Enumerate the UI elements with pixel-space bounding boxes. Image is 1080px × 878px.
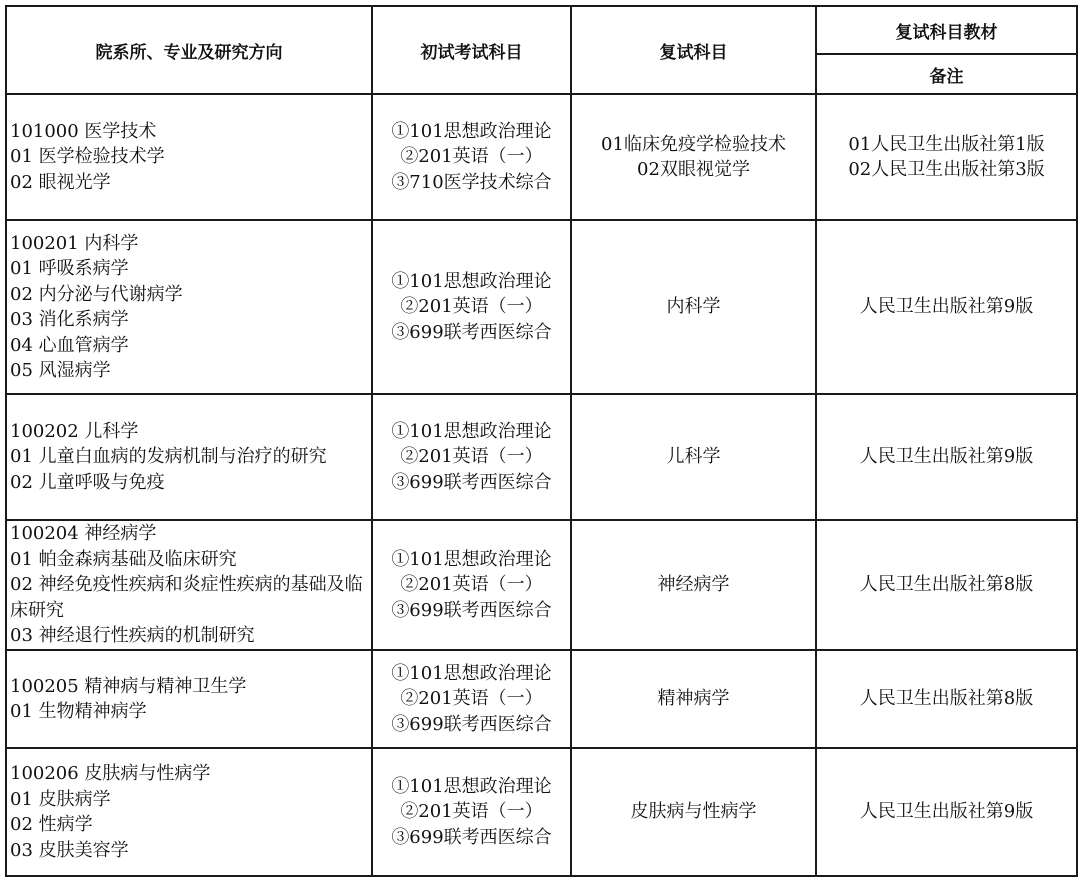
table-row (6, 394, 1077, 520)
major-cell (6, 520, 372, 650)
table-row (6, 520, 1077, 650)
major-line: 03 神经退行性疾病的机制研究 (10, 625, 255, 647)
exam-subject-line: ③699联考西医综合 (391, 713, 552, 735)
table-header (6, 6, 1077, 94)
major-line: 05 风湿病学 (10, 360, 111, 381)
major-line: 01 生物精神病学 (10, 701, 147, 722)
retest-subject-cell (571, 748, 816, 876)
major-line: 04 心血管病学 (10, 334, 129, 356)
retest-subject-line: 内科学 (666, 296, 721, 318)
exam-subjects-cell (372, 394, 571, 520)
textbook-cell (816, 650, 1077, 748)
major-line: 02 眼视光学 (10, 171, 111, 193)
textbook-cell (816, 220, 1077, 394)
retest-subject-line: 皮肤病与性病学 (630, 801, 757, 823)
major-cell (6, 650, 372, 748)
textbook-cell (816, 394, 1077, 520)
textbook-line: 人民卫生出版社第9版 (859, 296, 1034, 318)
table-row (6, 220, 1077, 394)
major-line: 100204 神经病学 (10, 523, 157, 545)
exam-subject-line: ②201英语（一） (400, 801, 543, 823)
exam-subject-line: ①101思想政治理论 (391, 270, 552, 292)
exam-subject-line: ①101思想政治理论 (391, 420, 552, 442)
major-line: 100205 精神病与精神卫生学 (10, 675, 247, 697)
retest-subject-line: 儿科学 (666, 446, 721, 468)
exam-subject-line: ②201英语（一） (400, 574, 543, 596)
exam-subject-line: ①101思想政治理论 (391, 120, 552, 142)
exam-subject-line: ③699联考西医综合 (391, 599, 552, 621)
major-cell (6, 94, 372, 220)
exam-subjects-cell (372, 748, 571, 876)
retest-subject-cell (571, 220, 816, 394)
textbook-line: 02人民卫生出版社第3版 (848, 159, 1045, 180)
exam-subject-line: ②201英语（一） (400, 146, 543, 168)
table-row (6, 748, 1077, 876)
retest-subject-line: 精神病学 (657, 688, 730, 710)
textbook-cell (816, 94, 1077, 220)
exam-subject-line: ②201英语（一） (400, 296, 543, 318)
exam-subject-line: ③699联考西医综合 (391, 471, 552, 493)
exam-subject-line: ③699联考西医综合 (391, 826, 552, 848)
header-retest-textbook: 复试科目教材 (816, 6, 1077, 54)
major-line: 03 消化系病学 (10, 309, 129, 330)
retest-subject-cell (571, 394, 816, 520)
table-body (6, 94, 1077, 876)
retest-subject-line: 02双眼视觉学 (637, 159, 750, 180)
major-line: 02 神经免疫性疾病和炎症性疾病的基础及临床研究 (10, 574, 363, 621)
major-cell (6, 748, 372, 876)
textbook-line: 人民卫生出版社第8版 (859, 574, 1034, 596)
admissions-table (5, 5, 1078, 877)
major-line: 101000 医学技术 (10, 120, 157, 142)
major-cell (6, 220, 372, 394)
exam-subject-line: ③699联考西医综合 (391, 321, 552, 343)
table-row (6, 650, 1077, 748)
exam-subjects-cell (372, 650, 571, 748)
retest-subject-line: 神经病学 (657, 574, 730, 596)
table-row (6, 94, 1077, 220)
exam-subjects-cell (372, 520, 571, 650)
textbook-line: 01人民卫生出版社第1版 (848, 133, 1045, 155)
major-line: 100201 内科学 (10, 232, 139, 254)
textbook-line: 人民卫生出版社第8版 (859, 688, 1034, 710)
header-major: 院系所、专业及研究方向 (6, 6, 372, 94)
header-exam-subjects: 初试考试科目 (372, 6, 571, 94)
exam-subject-line: ①101思想政治理论 (391, 662, 552, 684)
major-line: 02 内分泌与代谢病学 (10, 283, 183, 305)
retest-subject-cell (571, 520, 816, 650)
major-line: 01 儿童白血病的发病机制与治疗的研究 (10, 446, 327, 468)
major-line: 01 帕金森病基础及临床研究 (10, 548, 237, 570)
header-remarks: 备注 (816, 54, 1077, 94)
major-line: 01 医学检验技术学 (10, 146, 165, 168)
retest-subject-cell (571, 650, 816, 748)
exam-subject-line: ①101思想政治理论 (391, 548, 552, 570)
retest-subject-cell (571, 94, 816, 220)
header-retest-subjects: 复试科目 (571, 6, 816, 94)
textbook-cell (816, 520, 1077, 650)
major-cell (6, 394, 372, 520)
major-line: 03 皮肤美容学 (10, 839, 129, 861)
major-line: 01 皮肤病学 (10, 788, 111, 810)
exam-subject-line: ②201英语（一） (400, 688, 543, 710)
major-line: 100202 儿科学 (10, 420, 139, 442)
textbook-line: 人民卫生出版社第9版 (859, 446, 1034, 468)
major-line: 100206 皮肤病与性病学 (10, 763, 211, 784)
retest-subject-line: 01临床免疫学检验技术 (601, 133, 786, 155)
exam-subject-line: ①101思想政治理论 (391, 775, 552, 797)
textbook-cell (816, 748, 1077, 876)
major-line: 02 性病学 (10, 814, 93, 835)
textbook-line: 人民卫生出版社第9版 (859, 801, 1034, 823)
exam-subjects-cell (372, 94, 571, 220)
exam-subjects-cell (372, 220, 571, 394)
exam-subject-line: ②201英语（一） (400, 446, 543, 468)
major-line: 02 儿童呼吸与免疫 (10, 471, 165, 493)
major-line: 01 呼吸系病学 (10, 258, 129, 279)
exam-subject-line: ③710医学技术综合 (391, 171, 552, 193)
